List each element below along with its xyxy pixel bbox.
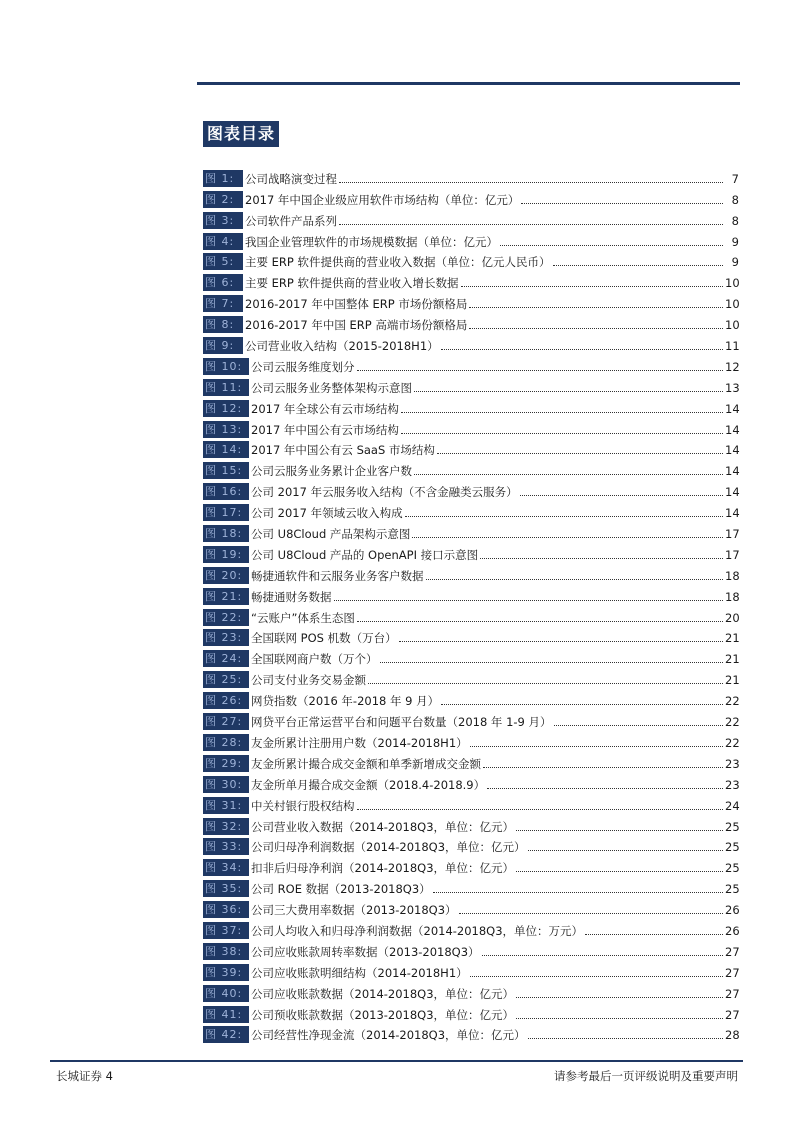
toc-entry[interactable] (203, 835, 739, 856)
page-number[interactable]: 14 (725, 506, 740, 521)
figure-label: 图 15: (203, 462, 249, 479)
page-number[interactable]: 20 (725, 610, 740, 625)
toc-entry[interactable] (203, 793, 739, 814)
page-number[interactable]: 27 (725, 1007, 740, 1022)
entry-title[interactable]: 我国企业管理软件的市场规模数据（单位：亿元） (245, 234, 498, 249)
dot-leader (516, 870, 723, 872)
toc-entry[interactable] (203, 709, 739, 730)
page-number[interactable]: 14 (725, 401, 740, 416)
page-number[interactable]: 14 (725, 443, 740, 458)
entry-title[interactable]: 2016-2017 年中国 ERP 高端市场份额格局 (245, 318, 468, 333)
figure-label: 图 19: (203, 546, 249, 563)
entry-title[interactable]: 中关村银行股权结构 (251, 798, 355, 813)
entry-title[interactable]: 公司云服务业务累计企业客户数 (251, 464, 412, 479)
entry-title[interactable]: 公司 2017 年云服务收入结构（不含金融类云服务） (251, 485, 518, 500)
figure-label: 图 20: (203, 567, 249, 584)
dot-leader (521, 202, 723, 204)
dot-leader (469, 327, 723, 329)
dot-leader (487, 787, 723, 789)
toc-entry[interactable] (203, 270, 739, 291)
dot-leader (414, 390, 723, 392)
dot-leader (461, 285, 723, 287)
entry-title[interactable]: 公司归母净利润数据（2014-2018Q3，单位：亿元） (251, 840, 526, 855)
toc-entry[interactable] (203, 354, 739, 375)
page-number[interactable]: 17 (725, 547, 740, 562)
toc-entry[interactable] (203, 458, 739, 479)
page-number[interactable]: 28 (725, 1028, 740, 1043)
page-number[interactable]: 27 (725, 986, 740, 1001)
figure-label: 图 25: (203, 671, 249, 688)
entry-title[interactable]: 公司支付业务交易金额 (251, 673, 366, 688)
entry-title[interactable]: 公司 2017 年领域云收入构成 (251, 506, 403, 521)
figure-label: 图 40: (203, 985, 249, 1002)
toc-entry[interactable] (203, 208, 739, 229)
toc-entry[interactable] (203, 438, 739, 459)
entry-title[interactable]: 主要 ERP 软件提供商的营业收入增长数据 (245, 276, 459, 291)
page-number[interactable]: 7 (731, 171, 739, 186)
entry-title[interactable]: 公司经营性净现金流（2014-2018Q3，单位：亿元） (251, 1028, 526, 1043)
entry-title[interactable]: 公司 U8Cloud 产品架构示意图 (251, 527, 411, 542)
figure-label: 图 26: (203, 692, 249, 709)
page-number[interactable]: 14 (725, 422, 740, 437)
dot-leader (470, 975, 723, 977)
entry-title[interactable]: 公司云服务维度划分 (251, 359, 355, 374)
toc-entry[interactable] (203, 500, 739, 521)
dot-leader (459, 912, 723, 914)
dot-leader (441, 348, 723, 350)
entry-title[interactable]: 2017 年中国公有云 SaaS 市场结构 (251, 443, 435, 458)
figure-label: 图 32: (203, 818, 249, 835)
dot-leader (528, 1037, 723, 1039)
page-number[interactable]: 21 (725, 673, 740, 688)
page-number[interactable]: 21 (725, 652, 740, 667)
toc-title: 图表目录 (203, 121, 279, 147)
page-number[interactable]: 18 (725, 568, 740, 583)
toc-entry[interactable] (203, 521, 739, 542)
dot-leader (437, 452, 723, 454)
dot-leader (433, 891, 723, 893)
toc-entry[interactable] (203, 1002, 739, 1023)
toc-entry[interactable] (203, 897, 739, 918)
figure-label: 图 12: (203, 400, 249, 417)
footer-rule (50, 1060, 743, 1062)
dot-leader (401, 432, 723, 434)
dot-leader (553, 264, 724, 266)
figure-label: 图 34: (203, 859, 249, 876)
page-number[interactable]: 26 (725, 923, 740, 938)
dot-leader (399, 640, 723, 642)
figure-label: 图 10: (203, 358, 249, 375)
toc-entry[interactable] (203, 187, 739, 208)
page-number[interactable]: 9 (731, 234, 739, 249)
page-number[interactable]: 18 (725, 589, 740, 604)
entry-title[interactable]: 公司预收账款数据（2013-2018Q3，单位：亿元） (251, 1007, 515, 1022)
figure-toc-list (203, 166, 739, 1043)
entry-title[interactable]: 公司应收账款周转率数据（2013-2018Q3） (251, 944, 480, 959)
dot-leader (528, 849, 723, 851)
entry-title[interactable]: 网贷指数（2016 年-2018 年 9 月） (251, 694, 440, 709)
figure-label: 图 8: (203, 316, 243, 333)
dot-leader (483, 766, 723, 768)
dot-leader (516, 996, 723, 998)
entry-title[interactable]: 公司软件产品系列 (245, 213, 337, 228)
dot-leader (480, 557, 723, 559)
toc-entry[interactable] (203, 918, 739, 939)
figure-label: 图 41: (203, 1006, 249, 1023)
page-number[interactable]: 10 (725, 276, 740, 291)
entry-title[interactable]: 公司战略演变过程 (245, 171, 337, 186)
figure-label: 图 5: (203, 253, 243, 270)
entry-title[interactable]: 公司 ROE 数据（2013-2018Q3） (251, 882, 431, 897)
entry-title[interactable]: 主要 ERP 软件提供商的营业收入数据（单位：亿元人民币） (245, 255, 551, 270)
toc-entry[interactable] (203, 751, 739, 772)
page-number[interactable]: 27 (725, 965, 740, 980)
dot-leader (470, 745, 723, 747)
figure-label: 图 22: (203, 609, 249, 626)
entry-title[interactable]: 网贷平台正常运营平台和问题平台数量（2018 年 1-9 月） (251, 715, 552, 730)
toc-entry[interactable] (203, 396, 739, 417)
dot-leader (585, 933, 723, 935)
figure-label: 图 24: (203, 650, 249, 667)
dot-leader (339, 181, 723, 183)
page-number[interactable]: 8 (731, 192, 739, 207)
dot-leader (357, 369, 724, 371)
page-number[interactable]: 23 (725, 777, 740, 792)
page-number[interactable]: 25 (725, 861, 740, 876)
figure-label: 图 17: (203, 504, 249, 521)
toc-entry[interactable] (203, 375, 739, 396)
page-number[interactable]: 22 (725, 735, 740, 750)
dot-leader (414, 473, 723, 475)
dot-leader (339, 223, 723, 225)
page-number[interactable]: 12 (725, 359, 740, 374)
dot-leader (426, 578, 724, 580)
page-number[interactable]: 23 (725, 756, 740, 771)
toc-entry[interactable] (203, 563, 739, 584)
page-number[interactable]: 25 (725, 882, 740, 897)
dot-leader (357, 620, 723, 622)
dot-leader (516, 1017, 723, 1019)
figure-label: 图 28: (203, 734, 249, 751)
figure-label: 图 4: (203, 233, 243, 250)
entry-title[interactable]: 公司营业收入结构（2015-2018H1） (245, 339, 439, 354)
entry-title[interactable]: 扣非后归母净利润（2014-2018Q3，单位：亿元） (251, 861, 515, 876)
toc-entry[interactable] (203, 312, 739, 333)
figure-label: 图 9: (203, 337, 243, 354)
figure-label: 图 38: (203, 943, 249, 960)
figure-label: 图 18: (203, 525, 249, 542)
page-number[interactable]: 11 (725, 339, 740, 354)
toc-entry[interactable] (203, 814, 739, 835)
entry-title[interactable]: 畅捷通财务数据 (251, 589, 332, 604)
toc-entry[interactable] (203, 479, 739, 500)
page-number[interactable]: 14 (725, 464, 740, 479)
entry-title[interactable]: 公司应收账款数据（2014-2018Q3，单位：亿元） (251, 986, 515, 1001)
page-number[interactable]: 24 (725, 798, 740, 813)
toc-entry[interactable] (203, 981, 739, 1002)
toc-entry[interactable] (203, 876, 739, 897)
figure-label: 图 11: (203, 379, 249, 396)
figure-label: 图 16: (203, 483, 249, 500)
figure-label: 图 7: (203, 295, 243, 312)
page-number[interactable]: 25 (725, 840, 740, 855)
figure-label: 图 1: (203, 170, 243, 187)
toc-entry[interactable] (203, 250, 739, 271)
figure-label: 图 35: (203, 880, 249, 897)
toc-entry[interactable] (203, 333, 739, 354)
dot-leader (516, 829, 723, 831)
dot-leader (380, 661, 724, 663)
toc-entry[interactable] (203, 855, 739, 876)
page-number[interactable]: 22 (725, 715, 740, 730)
entry-title[interactable]: 友金所累计注册用户数（2014-2018H1） (251, 735, 468, 750)
entry-title[interactable]: 2017 年全球公有云市场结构 (251, 401, 399, 416)
toc-entry[interactable] (203, 646, 739, 667)
page-number[interactable]: 25 (725, 819, 740, 834)
figure-label: 图 27: (203, 713, 249, 730)
entry-title[interactable]: 2017 年中国公有云市场结构 (251, 422, 399, 437)
figure-label: 图 2: (203, 191, 243, 208)
page-number[interactable]: 22 (725, 694, 740, 709)
entry-title[interactable]: 公司应收账款明细结构（2014-2018H1） (251, 965, 468, 980)
figure-label: 图 3: (203, 212, 243, 229)
toc-entry[interactable] (203, 417, 739, 438)
figure-label: 图 30: (203, 776, 249, 793)
dot-leader (405, 515, 723, 517)
dot-leader (520, 494, 723, 496)
entry-title[interactable]: 全国联网 POS 机数（万台） (251, 631, 397, 646)
dot-leader (412, 536, 723, 538)
entry-title[interactable]: 全国联网商户数（万个） (251, 652, 378, 667)
footer-publisher-page: 长城证券 4 (56, 1069, 113, 1083)
page-number[interactable]: 10 (725, 318, 740, 333)
figure-label: 图 6: (203, 274, 243, 291)
entry-title[interactable]: “云账户”体系生态图 (251, 610, 355, 625)
figure-label: 图 36: (203, 901, 249, 918)
dot-leader (500, 244, 723, 246)
toc-entry[interactable] (203, 166, 739, 187)
entry-title[interactable]: 公司云服务业务整体架构示意图 (251, 380, 412, 395)
figure-label: 图 21: (203, 588, 249, 605)
entry-title[interactable]: 公司人均收入和归母净利润数据（2014-2018Q3，单位：万元） (251, 923, 584, 938)
entry-title[interactable]: 公司 U8Cloud 产品的 OpenAPI 接口示意图 (251, 547, 479, 562)
dot-leader (469, 306, 723, 308)
page-number[interactable]: 14 (725, 485, 740, 500)
header-rule (197, 82, 740, 85)
toc-entry[interactable] (203, 730, 739, 751)
dot-leader (441, 703, 723, 705)
dot-leader (554, 724, 723, 726)
footer-disclaimer: 请参考最后一页评级说明及重要声明 (554, 1069, 738, 1083)
page-number[interactable]: 9 (731, 255, 739, 270)
toc-entry[interactable] (203, 939, 739, 960)
figure-label: 图 14: (203, 441, 249, 458)
toc-entry[interactable] (203, 229, 739, 250)
page-number[interactable]: 13 (725, 380, 740, 395)
toc-entry[interactable] (203, 626, 739, 647)
page-number[interactable]: 26 (725, 903, 740, 918)
figure-label: 图 37: (203, 922, 249, 939)
entry-title[interactable]: 畅捷通软件和云服务业务客户数据 (251, 568, 424, 583)
figure-label: 图 23: (203, 629, 249, 646)
entry-title[interactable]: 2017 年中国企业级应用软件市场结构（单位：亿元） (245, 192, 520, 207)
entry-title[interactable]: 2016-2017 年中国整体 ERP 市场份额格局 (245, 297, 468, 312)
toc-entry[interactable] (203, 1023, 739, 1044)
entry-title[interactable]: 公司营业收入数据（2014-2018Q3，单位：亿元） (251, 819, 515, 834)
toc-entry[interactable] (203, 667, 739, 688)
figure-label: 图 33: (203, 838, 249, 855)
figure-label: 图 29: (203, 755, 249, 772)
page-number[interactable]: 21 (725, 631, 740, 646)
page-number[interactable]: 27 (725, 944, 740, 959)
page-number[interactable]: 10 (725, 297, 740, 312)
entry-title[interactable]: 友金所累计撮合成交金额和单季新增成交金额 (251, 756, 481, 771)
toc-entry[interactable] (203, 291, 739, 312)
toc-entry[interactable] (203, 605, 739, 626)
figure-label: 图 39: (203, 964, 249, 981)
dot-leader (368, 682, 723, 684)
toc-entry[interactable] (203, 542, 739, 563)
entry-title[interactable]: 公司三大费用率数据（2013-2018Q3） (251, 903, 457, 918)
figure-label: 图 31: (203, 797, 249, 814)
toc-entry[interactable] (203, 960, 739, 981)
toc-entry[interactable] (203, 584, 739, 605)
dot-leader (334, 599, 724, 601)
dot-leader (357, 808, 724, 810)
entry-title[interactable]: 友金所单月撮合成交金额（2018.4-2018.9） (251, 777, 486, 792)
toc-entry[interactable] (203, 772, 739, 793)
page-number[interactable]: 17 (725, 527, 740, 542)
page-number[interactable]: 8 (731, 213, 739, 228)
figure-label: 图 42: (203, 1026, 249, 1043)
figure-label: 图 13: (203, 421, 249, 438)
dot-leader (482, 954, 723, 956)
dot-leader (401, 411, 723, 413)
toc-entry[interactable] (203, 688, 739, 709)
